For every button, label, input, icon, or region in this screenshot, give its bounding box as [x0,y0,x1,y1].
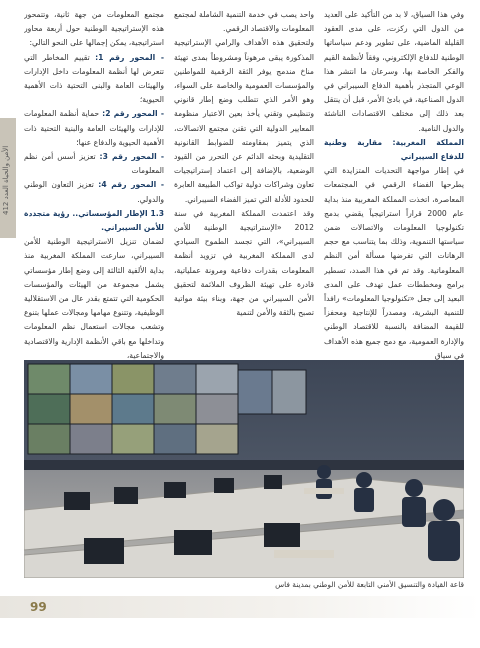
list-item-text: تعزيز أسس أمن نظم المعلومات [24,152,164,176]
column-right [324,8,464,360]
list-item-text: تقييم المخاطر التي تتعرض لها أنظمة المعلومات داخل الإدارات والهيئات العامة والبنى التحتية ذات الأهمية الحيوية؛ [24,52,164,105]
photo-caption: قاعة القيادة والتنسيق الأمني التابعة للأمن الوطني بمدينة فاس [275,580,464,589]
page-number: 99 [30,600,47,614]
paragraph: ولتحقيق هذه الأهداف والرامي الإستراتيجية المذكورة يبقى مرهوناً ومشروطاً بمدى تهيئة مناخ مندمج يوفر الثقة الرقمية للمواطنين والمؤسسات العمومية والخاصة على السواء، وهو الأمر الذي تتطلب وضع إطار قانوني وتنظيمي وتقني يأخذ بعين الاعتبار منظومة المعايير الدولية التي تقنن مجتمع الاتصالات، الذي يتميز بمقاومته للضوابط القانونية التقليدية وبحثه الدائم عن التحرر من القيود الوضعية، بالإضافة إلى اعتماد إستراتيجيات تعاون وشراكات دولية تواكب الطبيعة العابرة للحدود للأدلة التي تميز الفضاء السيبراني. [174,38,314,204]
section-heading: 1.3 الإطار المؤسساتي.. رؤية متجددة للأمن السيبراني. [24,208,164,233]
list-item [24,107,164,150]
paragraph: وقد اعتمدت المملكة المغربية في سنة 2012 «الإستراتيجية الوطنية للأمن السيبراني»، التي تجسد الطموح السيادي لدى المملكة المغربية في تزويد أنظمة المعلومات بقدرات دفاعية ومرونة عملياتية، قادرة على تهيئة الظروف الملائمة لتحقيق الأمن السيبراني من جهة، وبناء بيئة مواتية تصبح بالثقة والأمن لتنمية [174,208,314,318]
side-label: الأمن والحياة العدد 412 [2,145,10,215]
list-item-lead: - المحور رقم 1: [95,52,164,62]
footer-bar [0,596,480,618]
paragraph: في إطار مواجهة التحديات المتزايدة التي يطرحها الفضاء الرقمي في المجتمعات المعاصرة، اتخذت المملكة المغربية منذ بداية عام 2000 قراراً استراتيجياً يقضي بدمج تكنولوجيا المعلومات والاتصالات ضمن سياستها التنموية، وذلك بما يتناسب مع حجم الرهانات التي تفرضها مسألة أمن النظم المعلوماتية. وقد تم في هذا الصدد، تسطير برامج ومخططات عمل تهدف على المدى البعيد إلى جعل «تكنولوجيا المعلومات» رافداً للتنمية البشرية، ومصدراً للإنتاجية ومحفزاً للقيمة المضافة بالنسبة للاقتصاد الوطني والإدارة العمومية، مع دمج جميع هذه الأهداف في سياق [324,166,464,360]
paragraph: وفي هذا السياق، لا بد من التأكيد على العديد من الدول التي ركزت، على مدى العقود القليلة الماضية، على تطوير ودعم سياساتها الوطنية للدفاع الإلكتروني، وفقاً لأنظمة القيم والفكر الخاصة بها، وسرعان ما انتشر هذا الوعي المتجذر بأهمية الدفاع السيبراني في الدول الصناعية، في بادئ الأمر، قبل أن ينتقل بعد ذلك إلى مختلف الاقتصادات الناشئة والدول النامية. [324,10,464,133]
list-item-lead: - المحور رقم 3: [99,152,164,162]
list-item-lead: - المحور رقم 4: [98,180,164,190]
section-heading: المملكة المغربية: مقاربة وطنية للدفاع السيبراني [324,137,464,162]
paragraph: لضمان تنزيل الاستراتيجية الوطنية للأمن السيبراني، سارعت المملكة المغربية منذ بداية الألفية الثالثة إلى وضع إطار مؤسساتي يشمل مجموعة من الهيئات والمؤسسات الحكومية التي تتمتع بقدر عال من الاستقلالية الوظيفية، وتتنوع مهامها ومجالات عملها بتنوع وتشعب مجالات استعمال نظم المعلومات وتداخلها مع باقي الأنظمة الإدارية والاقتصادية والاجتماعية، [24,237,164,360]
list-item-text: حماية أنظمة المعلومات للإدارات والهيئات العامة والبنية التحتية ذات الأهمية الحيوية والدفاع عنها؛ [24,109,164,147]
list-item [24,150,164,178]
text-columns [24,8,464,360]
list-item [24,178,164,206]
paragraph: مجتمع المعلومات من جهة ثانية، وتتمحور هذه الإستراتيجية الوطنية حول أربعة محاور استراتيجية، يمكن إجمالها على النحو التالي: [24,10,164,48]
control-room-photo [24,360,464,578]
column-left [24,8,164,360]
column-middle [174,8,314,360]
list-item-text: تعزيز التعاون الوطني والدولي. [24,180,164,204]
paragraph: واحد يصب في خدمة التنمية الشاملة لمجتمع المعلومات والاقتصاد الرقمي. [174,10,314,34]
list-item-lead: - المحور رقم 2: [102,109,164,119]
list-item [24,51,164,108]
